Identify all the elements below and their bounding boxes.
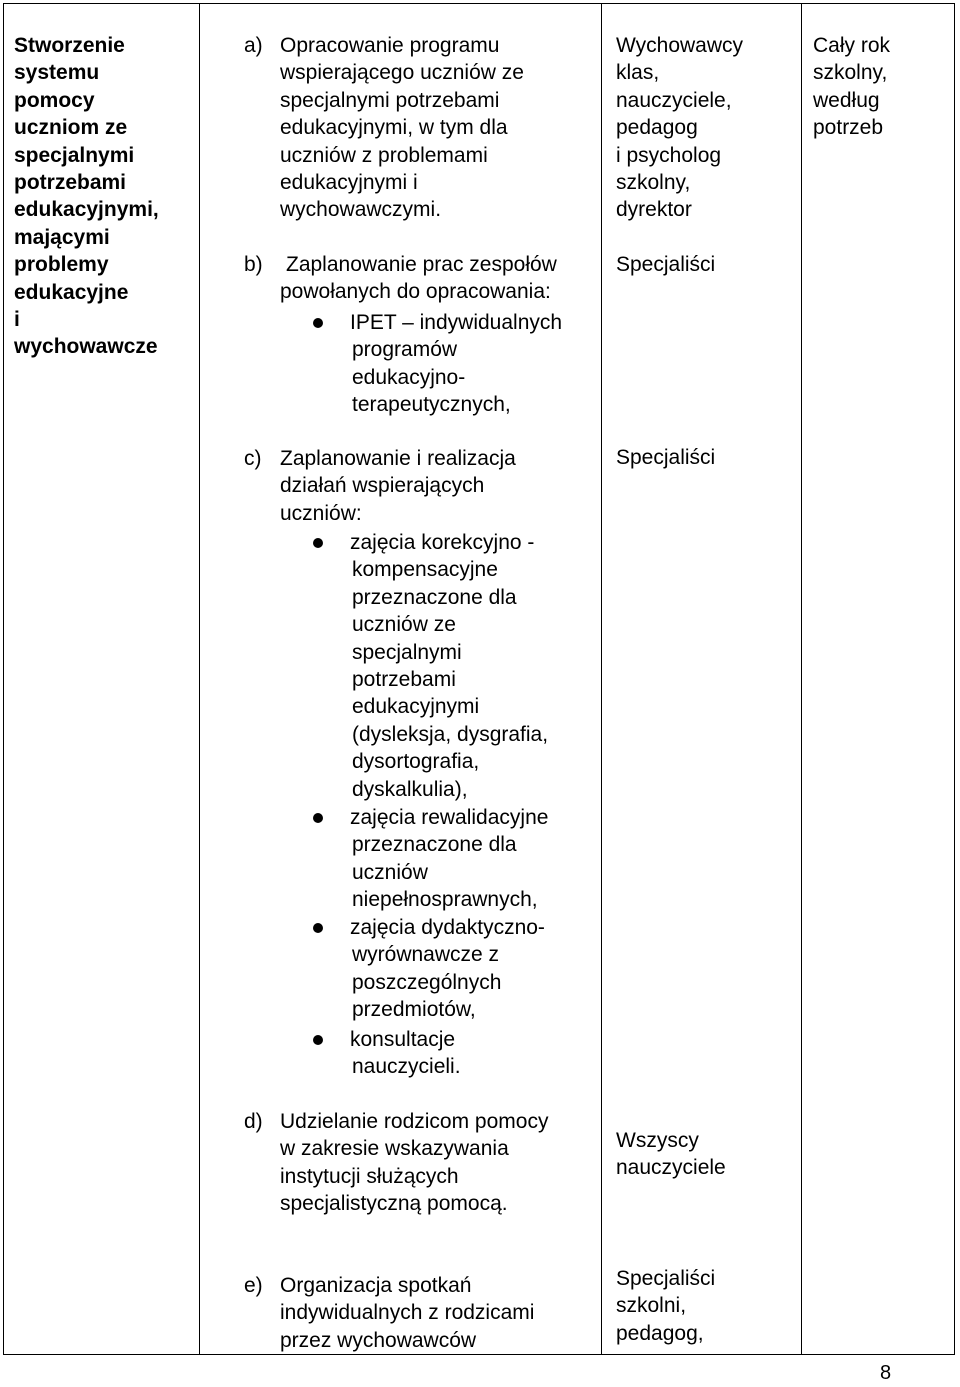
task-line: edukacyjne	[14, 280, 129, 304]
item-a-line: wychowawczymi.	[280, 198, 442, 222]
item-e-line: przez wychowawców	[280, 1328, 477, 1352]
item-a-marker: a)	[244, 34, 263, 57]
task-line: Stworzenie	[14, 34, 125, 57]
item-a-line: specjalnymi potrzebami	[280, 88, 500, 112]
item-c-bullet-line: przedmiotów,	[352, 998, 476, 1022]
timeframe-line: szkolny,	[813, 61, 888, 85]
item-c-bullet-line: potrzebami	[352, 668, 456, 691]
item-c-bullet-line: dyskalkulia),	[352, 777, 468, 801]
item-c-line: Zaplanowanie i realizacja	[280, 447, 516, 470]
responsible-a-line: nauczyciele,	[616, 88, 732, 112]
task-line: edukacyjnymi,	[14, 198, 159, 222]
item-c-bullet-line: konsultacje	[350, 1028, 456, 1051]
column-divider-1	[199, 3, 200, 1355]
responsible-a-line: szkolny,	[616, 171, 691, 194]
task-line: wychowawcze	[14, 335, 158, 359]
task-line: potrzebami	[14, 171, 127, 194]
item-e-line: indywidualnych z rodzicami	[280, 1301, 535, 1325]
item-c-bullet-line: poszczególnych	[352, 970, 502, 994]
item-c-line: uczniów:	[280, 501, 362, 525]
item-d-line: w zakresie wskazywania	[280, 1137, 509, 1161]
item-a-line: edukacyjnymi i	[280, 171, 418, 194]
item-e-marker: e)	[244, 1274, 263, 1297]
responsible-a-line: klas,	[616, 61, 660, 85]
item-c-bullet-line: edukacyjnymi	[352, 695, 480, 719]
item-b-bullet-line: programów	[352, 338, 458, 362]
task-line: specjalnymi	[14, 143, 135, 167]
timeframe-line: potrzeb	[813, 116, 884, 140]
responsible-e-line: Specjaliści	[616, 1267, 716, 1290]
task-line: mającymi	[14, 225, 110, 249]
responsible-a-line: i psycholog	[616, 143, 722, 167]
item-c-bullet-line: dysortografia,	[352, 750, 480, 774]
bullet-icon	[313, 538, 323, 548]
item-c-bullet-line: (dysleksja, dysgrafia,	[352, 722, 549, 746]
item-b-bullet-line: edukacyjno-	[352, 365, 466, 389]
item-b-bullet-line: IPET – indywidualnych	[350, 311, 563, 334]
item-b-bullet-line: terapeutycznych,	[352, 393, 511, 417]
item-c-bullet-line: przeznaczone dla	[352, 585, 517, 609]
item-d-line: instytucji służących	[280, 1164, 459, 1188]
page-number: 8	[880, 1362, 892, 1384]
item-d-marker: d)	[244, 1110, 263, 1133]
bullet-icon	[313, 1035, 323, 1045]
item-c-bullet-line: uczniów ze	[352, 613, 456, 637]
column-divider-2	[601, 3, 602, 1355]
column-divider-3	[801, 3, 802, 1355]
task-line: problemy	[14, 253, 109, 277]
item-b-line: Zaplanowanie prac zespołów	[286, 253, 557, 276]
item-d-line: Udzielanie rodzicom pomocy	[280, 1110, 549, 1133]
responsible-c-line: Specjaliści	[616, 446, 716, 469]
item-b-line: powołanych do opracowania:	[280, 280, 551, 304]
item-c-bullet-line: zajęcia korekcyjno -	[350, 531, 535, 554]
item-c-bullet-line: zajęcia dydaktyczno-	[350, 916, 545, 939]
item-c-line: działań wspierających	[280, 474, 485, 498]
responsible-a-line: pedagog	[616, 116, 698, 140]
item-c-bullet-line: uczniów	[352, 860, 428, 884]
bullet-icon	[313, 813, 323, 823]
item-c-bullet-line: przeznaczone dla	[352, 833, 517, 857]
timeframe-line: według	[813, 88, 880, 112]
item-a-line: edukacyjnymi, w tym dla	[280, 116, 508, 140]
item-d-line: specjalistyczną pomocą.	[280, 1192, 508, 1216]
bullet-icon	[313, 923, 323, 933]
item-c-bullet-line: specjalnymi	[352, 640, 462, 664]
item-a-line: uczniów z problemami	[280, 143, 488, 167]
item-c-bullet-line: zajęcia rewalidacyjne	[350, 806, 549, 829]
task-line: pomocy	[14, 88, 95, 112]
item-c-bullet-line: nauczycieli.	[352, 1055, 461, 1079]
responsible-d-line: Wszyscy	[616, 1129, 699, 1152]
task-line: i	[14, 308, 20, 331]
item-b-marker: b)	[244, 253, 263, 276]
item-c-bullet-line: kompensacyjne	[352, 558, 498, 582]
item-c-bullet-line: wyrównawcze z	[352, 943, 500, 967]
task-line: uczniom ze	[14, 116, 128, 140]
item-a-line: Opracowanie programu	[280, 34, 500, 57]
task-line: systemu	[14, 61, 100, 85]
item-a-line: wspierającego uczniów ze	[280, 61, 524, 85]
bullet-icon	[313, 318, 323, 328]
timeframe-line: Cały rok	[813, 34, 891, 57]
responsible-b-line: Specjaliści	[616, 253, 716, 276]
responsible-a-line: Wychowawcy	[616, 34, 744, 57]
item-e-line: Organizacja spotkań	[280, 1274, 472, 1297]
responsible-e-line: pedagog,	[616, 1321, 704, 1345]
responsible-d-line: nauczyciele	[616, 1156, 726, 1180]
responsible-e-line: szkolni,	[616, 1294, 687, 1318]
responsible-a-line: dyrektor	[616, 198, 692, 222]
item-c-marker: c)	[244, 447, 262, 470]
item-c-bullet-line: niepełnosprawnych,	[352, 888, 538, 912]
